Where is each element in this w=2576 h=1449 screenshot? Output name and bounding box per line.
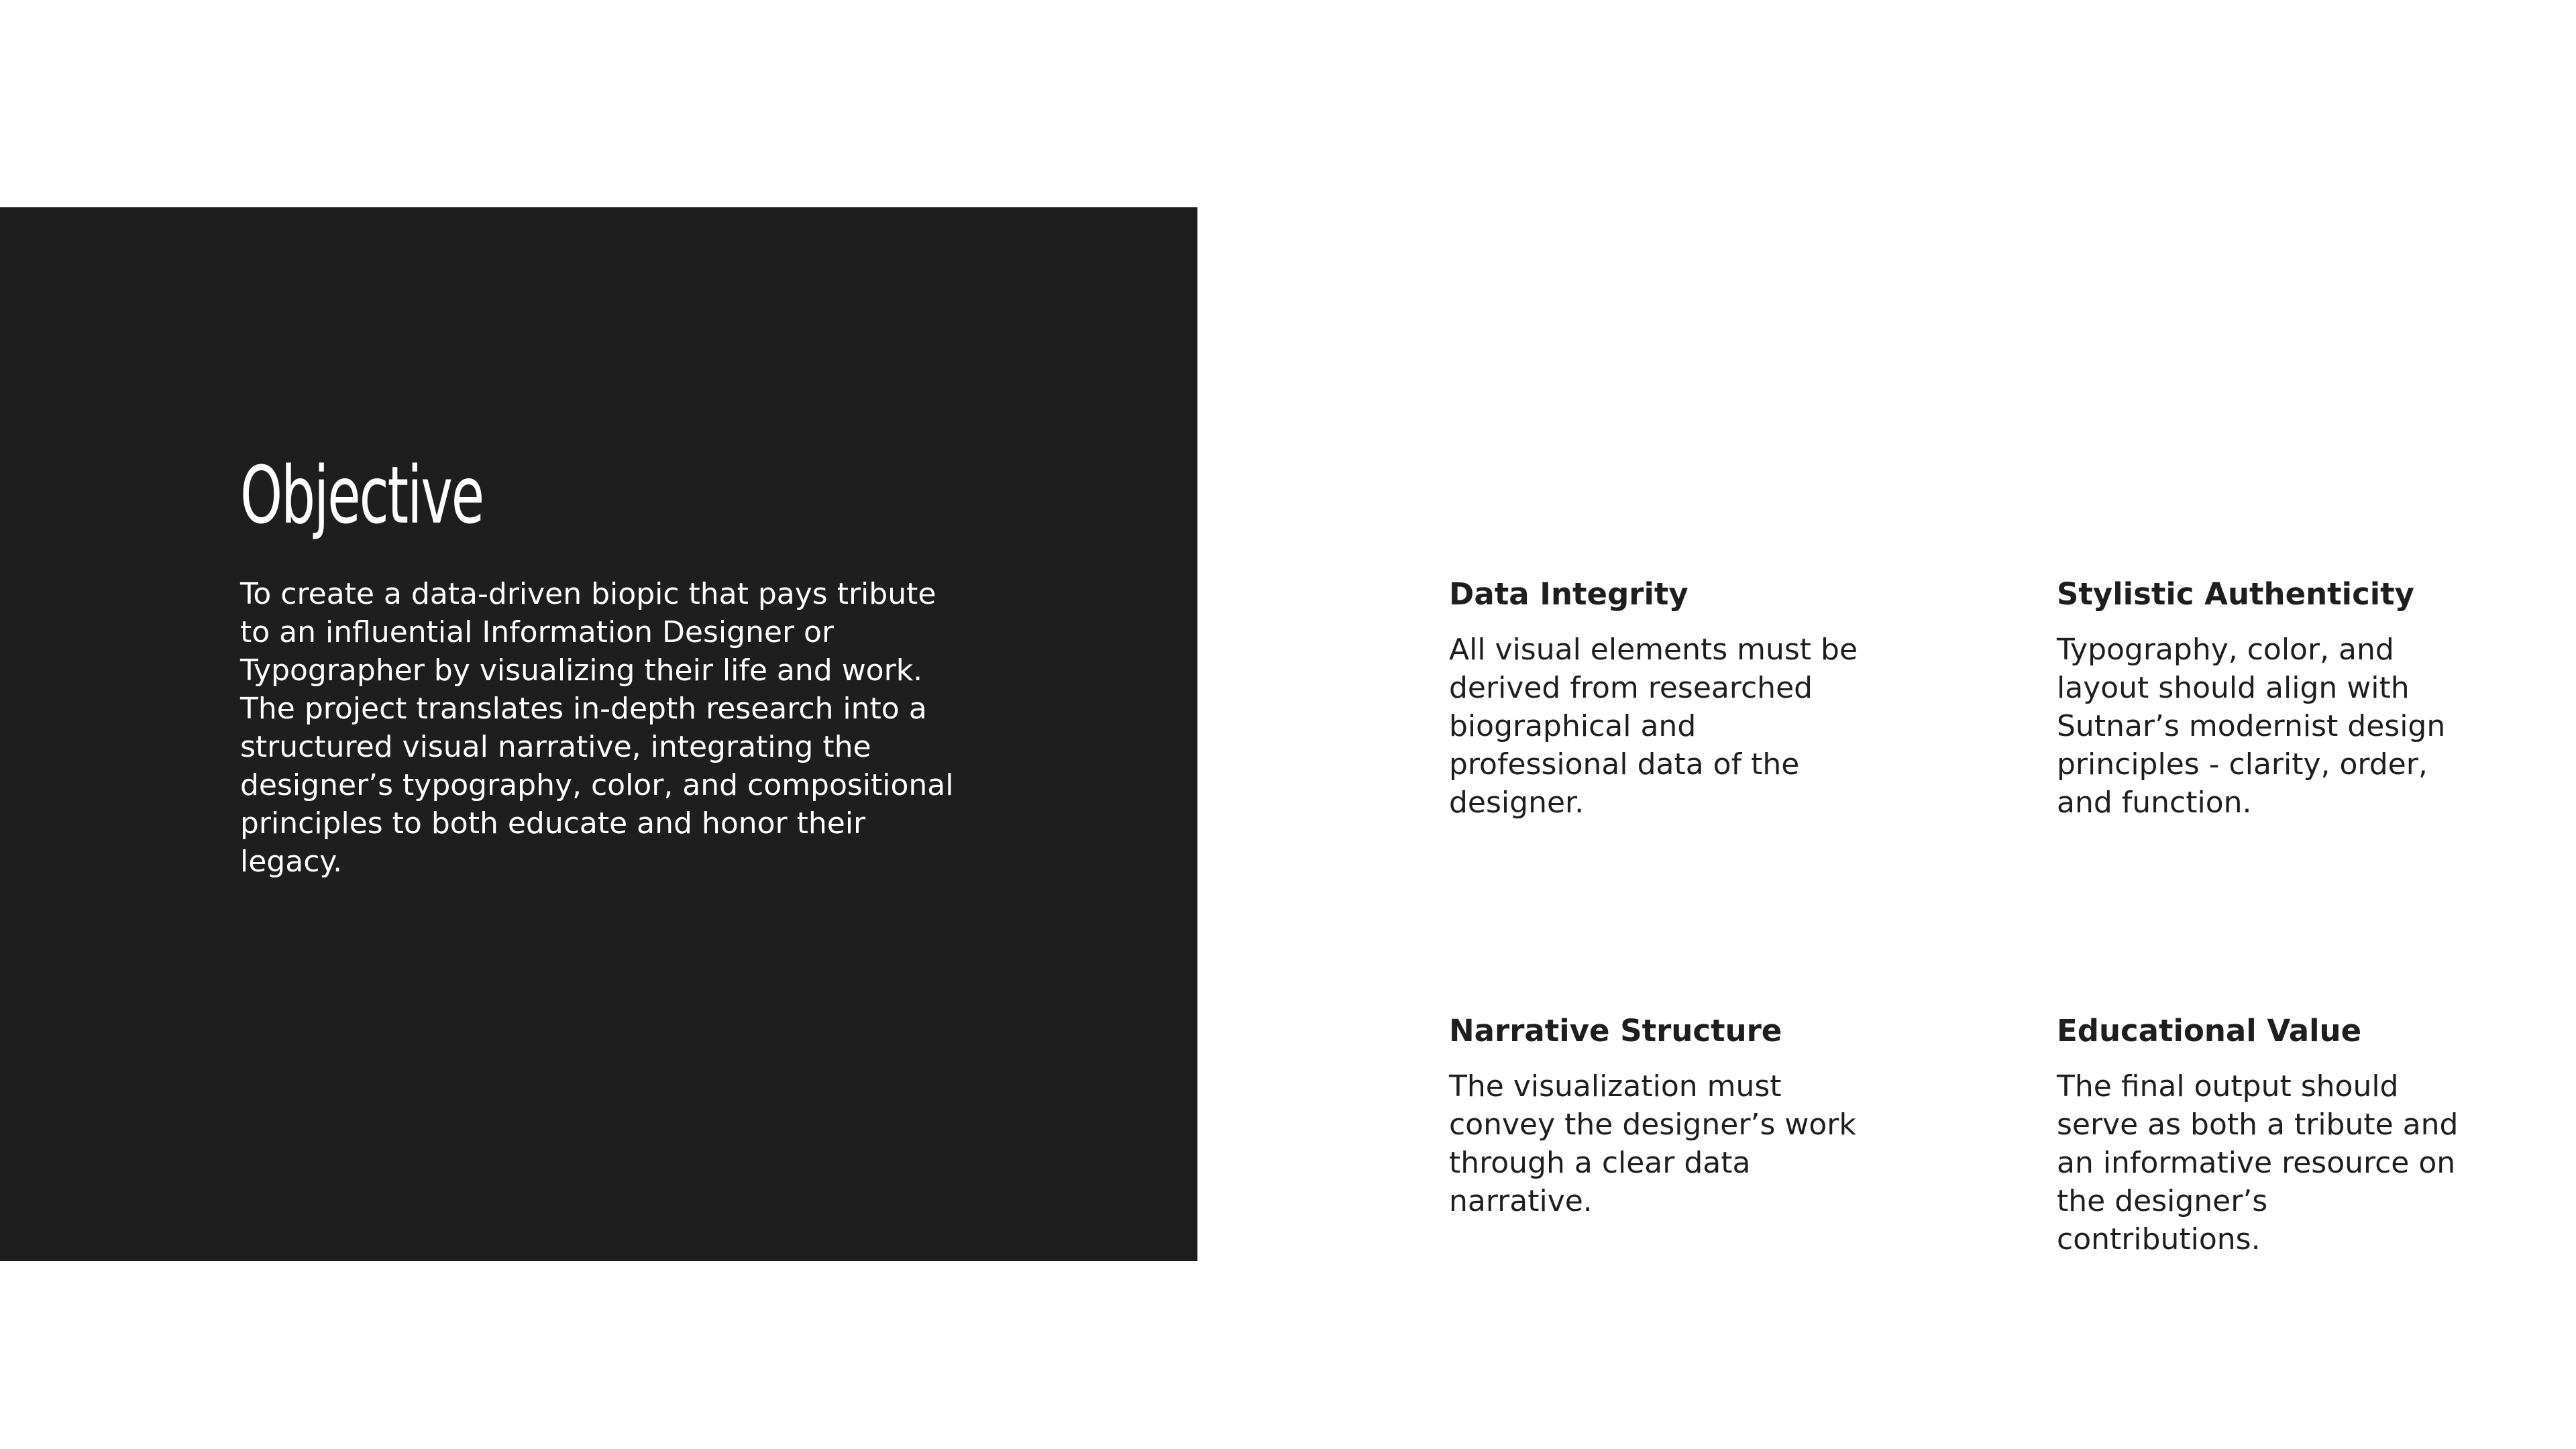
criterion-narrative-structure: [1449, 1012, 1865, 1220]
criterion-title: Narrative Structure: [1449, 1013, 1782, 1049]
criterion-title: Educational Value: [2057, 1013, 2362, 1049]
criterion-educational-value: [2057, 1012, 2473, 1258]
criterion-description: All visual elements must be derived from researched biographical and professional data of the designer.: [1449, 633, 1858, 820]
criterion-title: Stylistic Authenticity: [2057, 576, 2415, 612]
criterion-description: The final output should serve as both a tribute and an informative resource on the designer’s contributions.: [2057, 1069, 2459, 1256]
criterion-stylistic-authenticity: [2057, 575, 2473, 822]
objective-description: To create a data-driven biopic that pays tribute to an influential Information Designer or Typographer by visualizing their life and work. The project translates in-depth research into a structured visual narrative, integrating the designer’s typography, color, and compositional principles to both educate and honor their legacy.: [240, 577, 954, 879]
criterion-title: Data Integrity: [1449, 576, 1688, 612]
objective-title: Objective: [240, 449, 484, 541]
criterion-data-integrity: [1449, 575, 1865, 822]
criterion-description: The visualization must convey the designer’s work through a clear data narrative.: [1449, 1069, 1856, 1218]
criterion-description: Typography, color, and layout should align with Sutnar’s modernist design principles - clarity, order, and function.: [2057, 633, 2446, 820]
